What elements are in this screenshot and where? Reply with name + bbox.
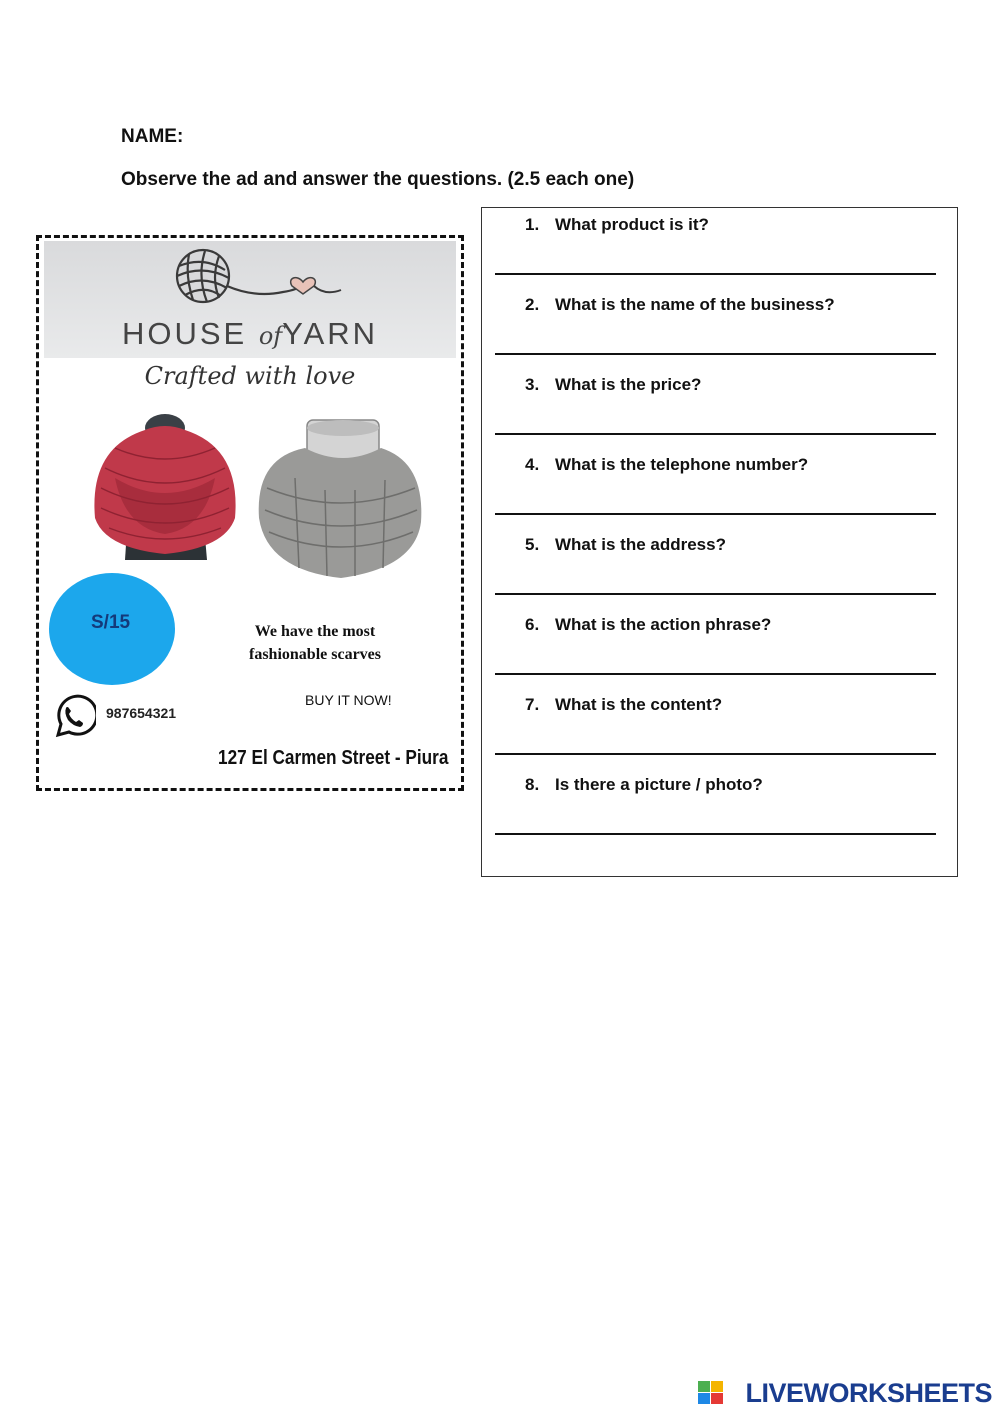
answer-line-1	[495, 273, 936, 275]
answer-field-4[interactable]	[495, 483, 940, 511]
phone-number: 987654321	[106, 705, 177, 721]
question-8: 8. Is there a picture / photo?	[525, 775, 763, 794]
ad-slogan: We have the most fashionable scarves	[249, 623, 381, 663]
answer-line-4	[495, 513, 936, 515]
answer-field-6[interactable]	[495, 643, 940, 671]
question-3: 3. What is the price?	[525, 375, 702, 394]
liveworksheets-logo-icon	[698, 1381, 724, 1405]
answer-line-6	[495, 673, 936, 675]
answer-field-1[interactable]	[495, 243, 940, 271]
question-1: 1. What product is it?	[525, 215, 709, 234]
grey-scarf-image	[255, 418, 425, 583]
answer-line-3	[495, 433, 936, 435]
heart-icon	[291, 278, 316, 294]
question-4: 4. What is the telephone number?	[525, 455, 809, 474]
tagline: Crafted with love	[144, 362, 356, 390]
question-5: 5. What is the address?	[525, 535, 726, 554]
answer-line-7	[495, 753, 936, 755]
answer-field-5[interactable]	[495, 563, 940, 591]
call-to-action: BUY IT NOW!	[305, 692, 392, 708]
price-text: S/15	[91, 612, 131, 633]
answer-line-5	[495, 593, 936, 595]
yarn-ball-icon	[165, 246, 345, 306]
answer-field-7[interactable]	[495, 723, 940, 751]
name-label: NAME:	[121, 126, 184, 147]
ad-address: 127 El Carmen Street - Piura	[218, 747, 449, 769]
answer-field-2[interactable]	[495, 323, 940, 351]
question-7: 7. What is the content?	[525, 695, 723, 714]
brand-name: HOUSE ofYARN	[121, 316, 379, 351]
answer-line-2	[495, 353, 936, 355]
whatsapp-icon	[50, 693, 96, 739]
answer-field-3[interactable]	[495, 403, 940, 431]
answer-line-8	[495, 833, 936, 835]
question-2: 2. What is the name of the business?	[525, 295, 835, 314]
red-scarf-image	[85, 408, 245, 560]
question-6: 6. What is the action phrase?	[525, 615, 772, 634]
instruction-text: Observe the ad and answer the questions. (2.5 each one)	[121, 169, 635, 190]
liveworksheets-brand: LIVEWORKSHEETS	[745, 1378, 992, 1408]
answer-field-8[interactable]	[495, 803, 940, 831]
